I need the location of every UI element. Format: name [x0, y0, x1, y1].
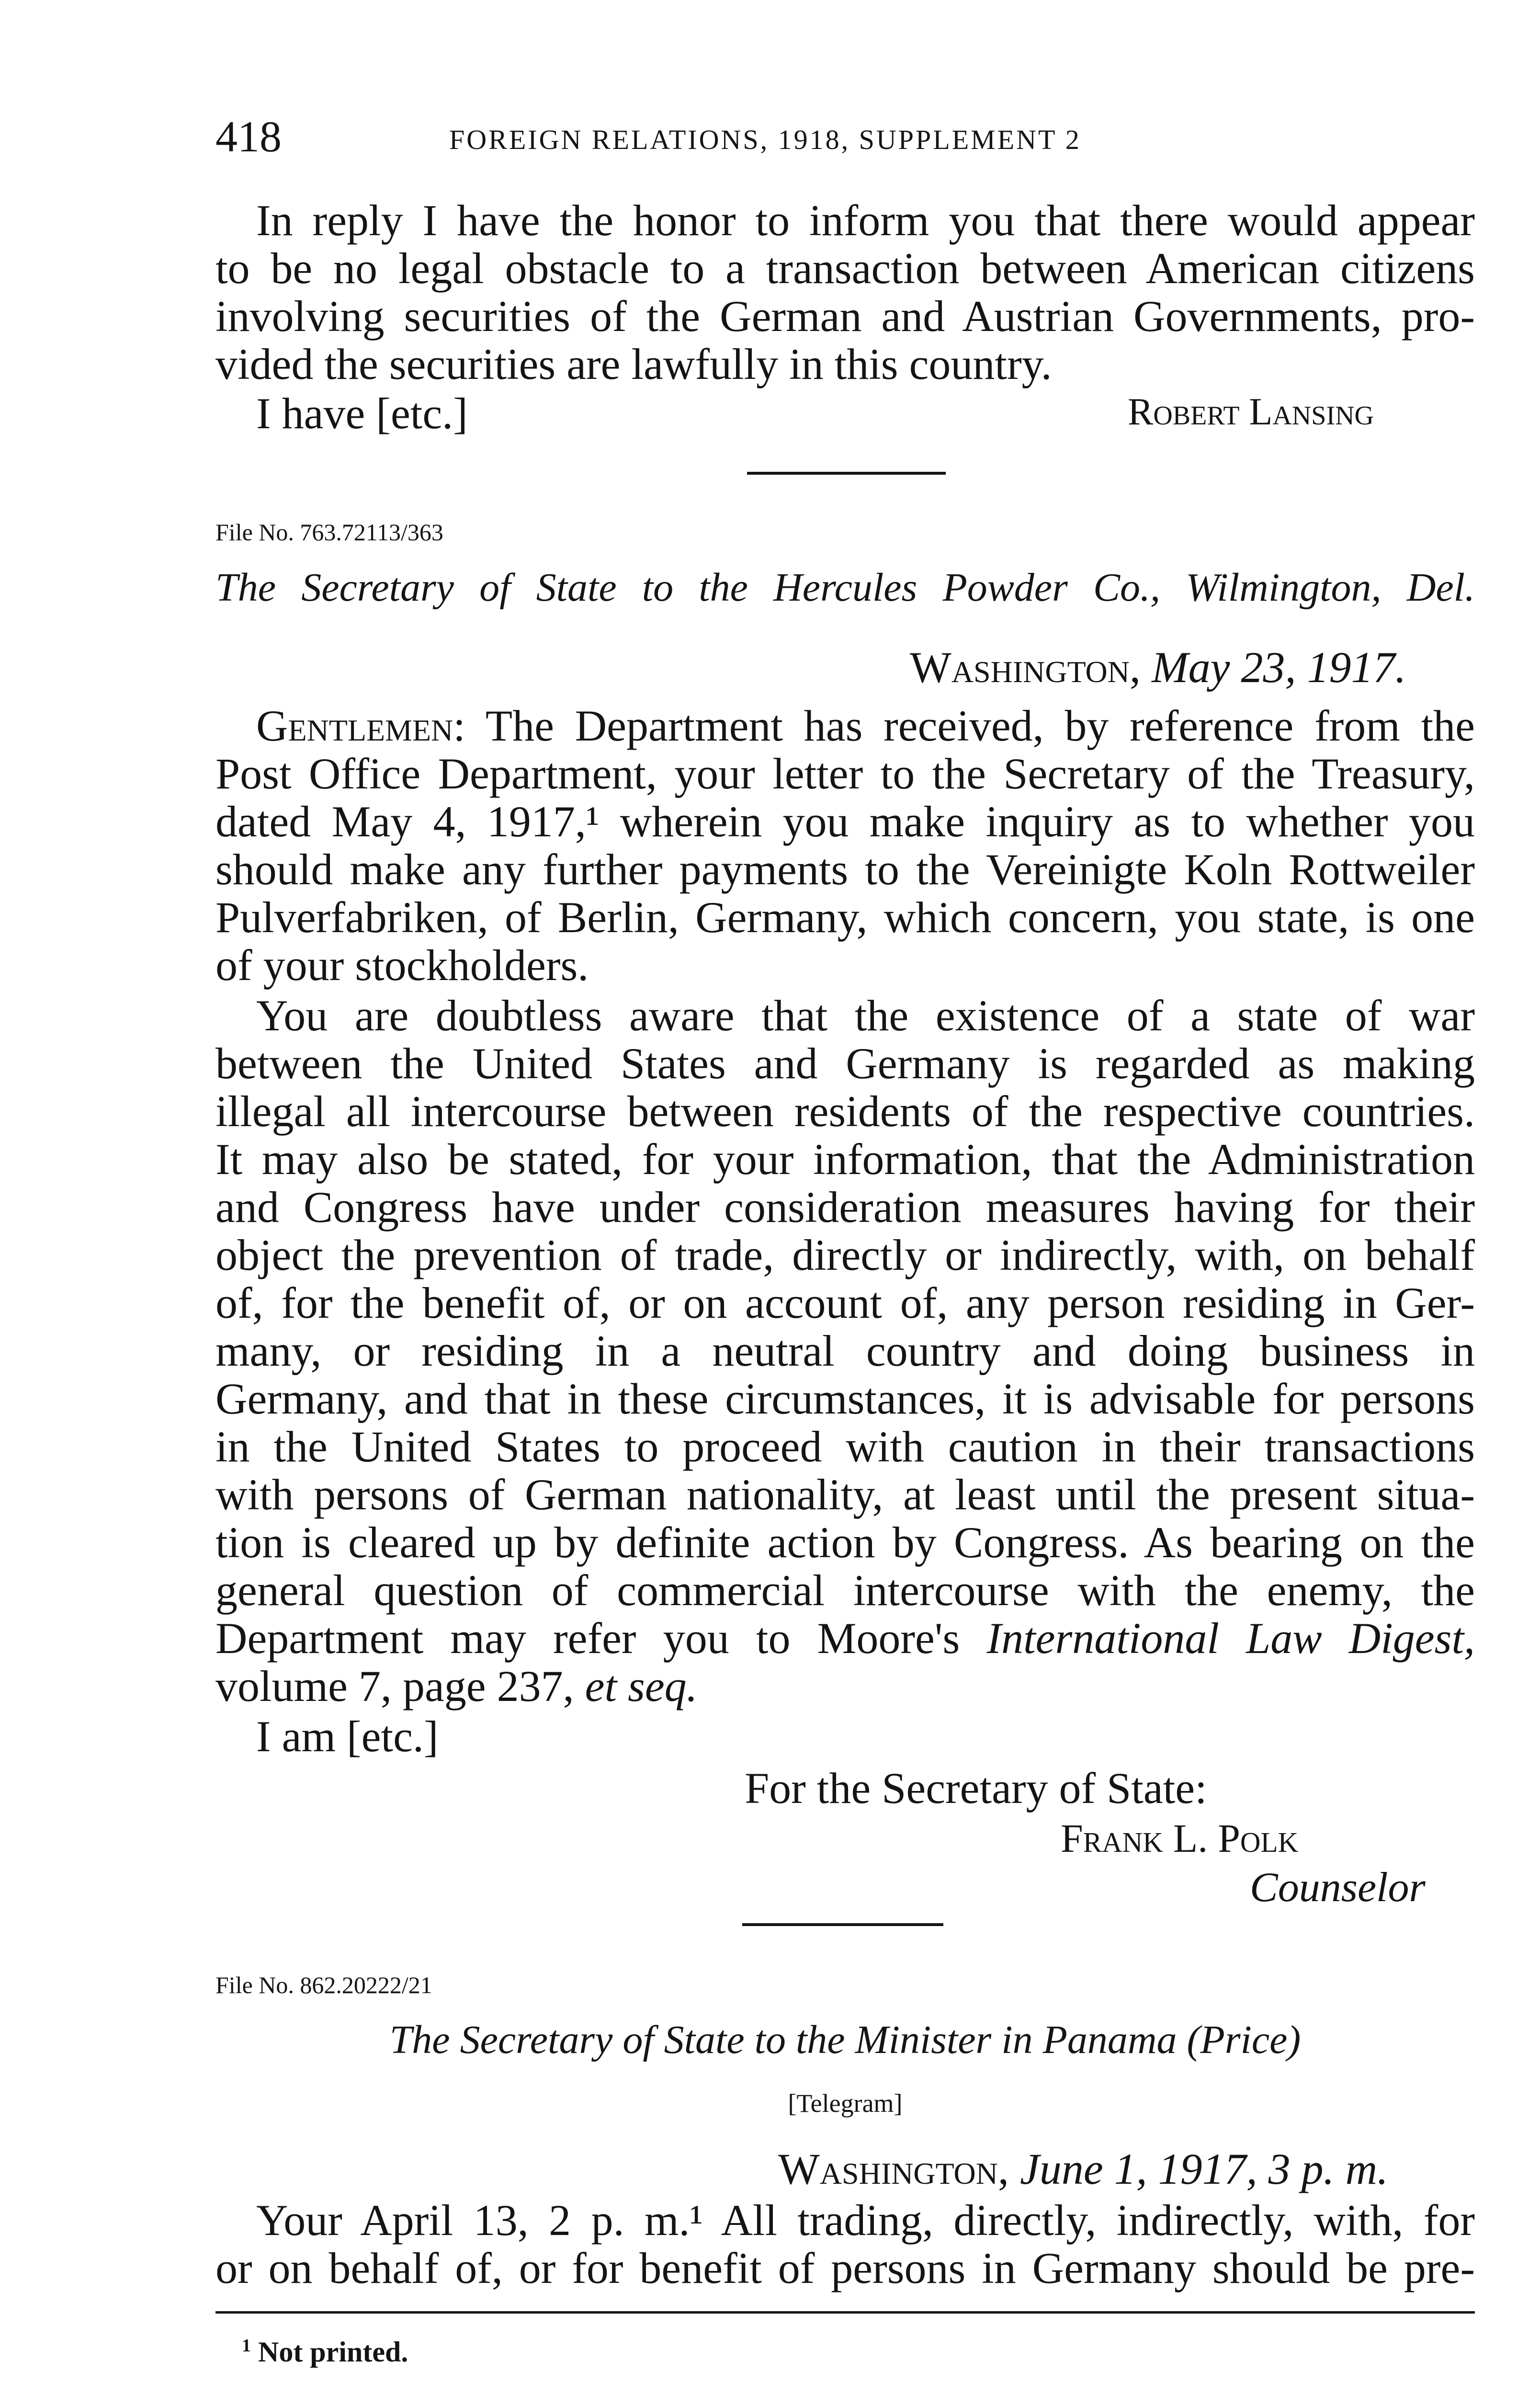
doc3-date: June 1, 1917, 3 p. m.: [1020, 2144, 1389, 2193]
doc2-signature-title: Counselor: [1250, 1864, 1426, 1911]
doc2-file-number: File No. 763.72113/363: [215, 519, 443, 546]
doc2-digest-title: International Law Digest,: [986, 1614, 1475, 1663]
doc2-para2-line: and Congress have under consideration measures having for their: [215, 1183, 1475, 1232]
doc2-para1-line: Pulverfabriken, of Berlin, Germany, which concern, you state, is one: [215, 893, 1475, 942]
page-number: 418: [215, 112, 282, 161]
doc3-title-paren: (Price): [1187, 2018, 1301, 2062]
doc3-line: or on behalf of, or for benefit of persons in Germany should be pre-: [215, 2244, 1475, 2292]
doc2-title: The Secretary of State to the Hercules Powder Co., Wilmington, Del.: [215, 565, 1475, 610]
doc1-closing: I have [etc.]: [256, 389, 468, 438]
doc2-para2-line: many, or residing in a neutral country and doing business in: [215, 1326, 1475, 1375]
footnote: [242, 2335, 408, 2369]
doc2-signature: Frank L. Polk: [1061, 1816, 1299, 1861]
doc2-para2-line: illegal all intercourse between residents of the respective countries.: [215, 1087, 1475, 1136]
doc2-para2-line: You are doubtless aware that the existence of a state of war: [256, 991, 1475, 1040]
footnote-text: Not printed.: [258, 2336, 408, 2368]
doc2-para1-line: [256, 702, 1475, 750]
doc2-para2-line: in the United States to proceed with caution in their transactions: [215, 1422, 1475, 1471]
doc2-para1-line: dated May 4, 1917,¹ wherein you make inquiry as to whether you: [215, 797, 1475, 846]
doc2-para2-line: Germany, and that in these circumstances, it is advisable for persons: [215, 1374, 1475, 1423]
section-divider: [742, 1923, 943, 1926]
doc2-para2-line: between the United States and Germany is regarded as making: [215, 1039, 1475, 1088]
doc2-para2-text: Department may refer you to Moore's: [215, 1614, 960, 1663]
doc2-para2-line: [215, 1614, 1475, 1662]
doc2-para2-line: general question of commercial intercourse with the enemy, the: [215, 1566, 1475, 1615]
doc2-for-line: For the Secretary of State:: [745, 1764, 1207, 1813]
doc1-line: vided the securities are lawfully in this country.: [215, 340, 1052, 388]
doc2-salutation: Gentlemen:: [256, 701, 465, 750]
doc2-date: May 23, 1917.: [1152, 643, 1406, 692]
doc3-place: Washington,: [778, 2144, 1009, 2193]
doc2-closing: I am [etc.]: [256, 1712, 439, 1761]
doc1-signature: Robert Lansing: [1128, 391, 1374, 433]
running-title: FOREIGN RELATIONS, 1918, SUPPLEMENT 2: [449, 124, 1081, 155]
doc2-para2-line: object the prevention of trade, directly or indirectly, with, on behalf: [215, 1231, 1475, 1279]
doc3-title-line: [215, 2017, 1475, 2063]
doc2-para2-line: [215, 1662, 1475, 1710]
footnote-marker: 1: [242, 2336, 251, 2356]
doc2-place: Washington,: [910, 643, 1141, 692]
doc2-para2-line: tion is cleared up by definite action by Congress. As bearing on the: [215, 1518, 1475, 1567]
section-divider: [747, 472, 946, 475]
doc2-para1-line: should make any further payments to the Vereinigte Koln Rottweiler: [215, 845, 1475, 894]
doc3-subtitle: [Telegram]: [788, 2089, 903, 2118]
doc3-file-number: File No. 862.20222/21: [215, 1972, 432, 1998]
doc1-line: involving securities of the German and Austrian Governments, pro-: [215, 292, 1475, 341]
doc2-et-seq: et seq.: [585, 1662, 698, 1711]
doc2-para1-line: of your stockholders.: [215, 941, 589, 990]
doc2-para1-line: Post Office Department, your letter to the Secretary of the Treasury,: [215, 749, 1475, 798]
doc3-title: The Secretary of State to the Minister in Panama: [389, 2018, 1177, 2062]
doc1-line: In reply I have the honor to inform you that there would appear: [256, 196, 1475, 245]
doc2-dateline: [910, 642, 1406, 693]
doc3-line: Your April 13, 2 p. m.¹ All trading, directly, indirectly, with, for: [256, 2196, 1475, 2245]
doc2-para2-line: of, for the benefit of, or on account of, any person residing in Ger-: [215, 1278, 1475, 1327]
doc2-para2-line: with persons of German nationality, at least until the present situa-: [215, 1470, 1475, 1519]
doc2-volume: volume 7, page 237,: [215, 1662, 574, 1711]
doc2-para2-line: It may also be stated, for your information, that the Administration: [215, 1135, 1475, 1184]
doc3-dateline: [778, 2144, 1388, 2194]
footnote-rule: [215, 2311, 1475, 2314]
doc2-para1-text: The Department has received, by reference from the: [485, 701, 1475, 750]
doc1-line: to be no legal obstacle to a transaction between American citizens: [215, 244, 1475, 293]
